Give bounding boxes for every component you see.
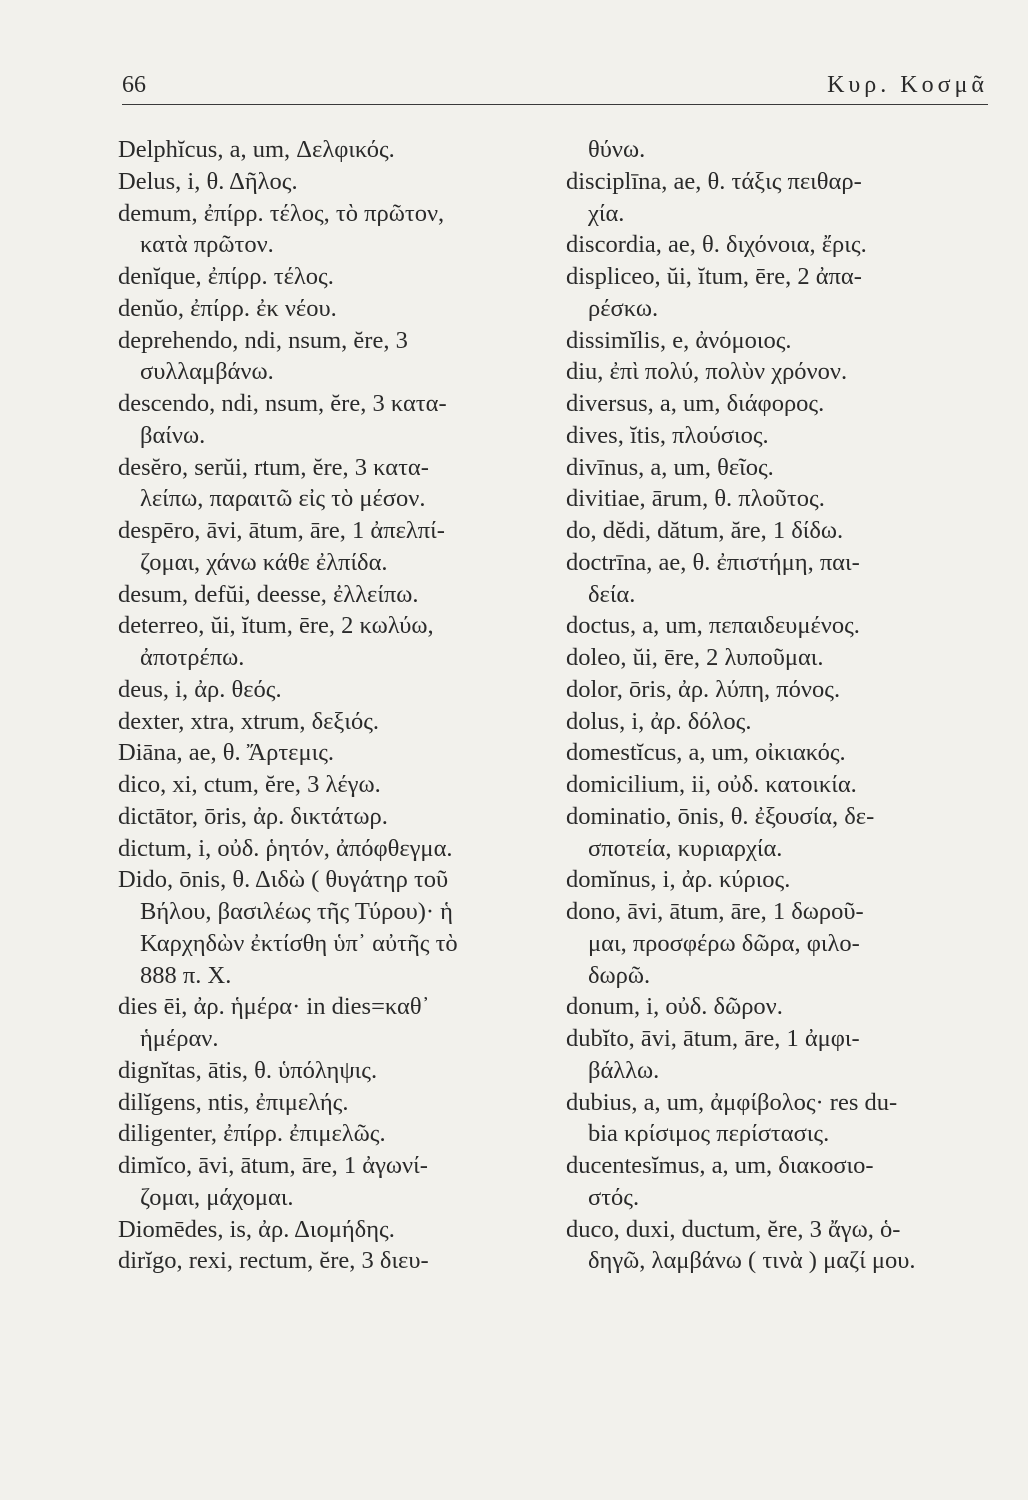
entry-continuation-line: συλλαμβάνω. <box>140 358 274 386</box>
dictionary-entry-line: desĕro, serŭi, rtum, ĕre, 3 κατα- <box>118 453 429 481</box>
dictionary-entry-line: dictātor, ōris, ἀρ. δικτάτωρ. <box>118 802 388 830</box>
entry-continuation-line: δηγῶ, λαμβάνω ( τινὰ ) μαζί μου. <box>588 1247 916 1275</box>
entry-continuation-line: βάλλω. <box>588 1056 660 1084</box>
dictionary-entry-line: dubĭto, āvi, ātum, āre, 1 ἀμφι- <box>566 1025 860 1052</box>
dictionary-entry-line: displiceo, ŭi, ĭtum, ēre, 2 ἀπα- <box>566 263 862 290</box>
dictionary-entry-line: duco, duxi, ductum, ĕre, 3 ἄγω, ὁ- <box>566 1215 901 1243</box>
entry-continuation-line: 888 π. Χ. <box>140 961 232 989</box>
entry-continuation-line: ἡμέραν. <box>140 1025 219 1052</box>
dictionary-entry-line: domicilium, ii, οὐδ. κατοικία. <box>566 771 857 798</box>
dictionary-entry-line: denĭque, ἐπίρρ. τέλος. <box>118 263 334 290</box>
dictionary-entry-line: diu, ἐπὶ πολύ, πολὺν χρόνον. <box>566 358 848 386</box>
entry-continuation-line: μαι, προσφέρω δῶρα, φιλο- <box>588 929 860 957</box>
dictionary-entry-line: dominatio, ōnis, θ. ἐξουσία, δε- <box>566 802 875 830</box>
right-column <box>566 134 996 1277</box>
dictionary-entry-line: dirĭgo, rexi, rectum, ĕre, 3 διευ- <box>118 1247 429 1275</box>
running-head: Κυρ. Κοσμᾶ <box>827 72 988 98</box>
dictionary-entry-line: descendo, ndi, nsum, ĕre, 3 κατα- <box>118 390 447 417</box>
page-header <box>122 70 988 105</box>
entry-continuation-line: δωρῶ. <box>588 961 651 989</box>
dictionary-entry-line: donum, i, οὐδ. δῶρον. <box>566 993 783 1021</box>
entry-continuation-line: λείπω, παραιτῶ εἰς τὸ μέσον. <box>140 485 426 513</box>
entry-continuation-line: ζομαι, χάνω κάθε ἐλπίδα. <box>140 548 388 576</box>
entry-continuation-line: ἀποτρέπω. <box>140 644 245 671</box>
dictionary-entry-line: doctrīna, ae, θ. ἐπιστήμη, παι- <box>566 548 860 576</box>
dictionary-entry-line: despēro, āvi, ātum, āre, 1 ἀπελπί- <box>118 517 445 544</box>
entry-continuation-line: Καρχηδὼν ἐκτίσθη ὑπ᾽ αὐτῆς τὸ <box>140 929 458 957</box>
dictionary-entry-line: diversus, a, um, διάφορος. <box>566 390 825 417</box>
dictionary-entry-line: domĭnus, i, ἀρ. κύριος. <box>566 866 791 894</box>
page-number: 66 <box>122 72 146 98</box>
dictionary-entry-line: Diāna, ae, θ. Ἄρτεμις. <box>118 739 335 767</box>
dictionary-entry-line: Dido, ōnis, θ. Διδὼ ( θυγάτηρ τοῦ <box>118 866 449 894</box>
dictionary-entry-line: dolus, i, ἀρ. δόλος. <box>566 707 752 735</box>
entry-continuation-line: βαίνω. <box>140 421 206 449</box>
entry-continuation-line: ρέσκω. <box>588 294 659 322</box>
dictionary-entry-line: discordia, ae, θ. διχόνοια, ἔρις. <box>566 231 867 259</box>
entry-continuation-line: θύνω. <box>588 136 646 163</box>
dictionary-entry-line: disciplīna, ae, θ. τάξις πειθαρ- <box>566 167 862 195</box>
dictionary-entry-line: diligenter, ἐπίρρ. ἐπιμελῶς. <box>118 1120 386 1148</box>
entry-continuation-line: σποτεία, κυριαρχία. <box>588 834 783 862</box>
dictionary-entry-line: deus, i, ἀρ. θεός. <box>118 675 282 703</box>
dictionary-entry-line: Diomēdes, is, ἀρ. Διομήδης. <box>118 1215 395 1243</box>
dictionary-entry-line: ducentesĭmus, a, um, διακοσιο- <box>566 1152 874 1179</box>
entry-continuation-line: δεία. <box>588 580 636 608</box>
entry-continuation-line: στός. <box>588 1183 640 1211</box>
dictionary-entry-line: deprehendo, ndi, nsum, ĕre, 3 <box>118 326 408 354</box>
dictionary-entry-line: dies ēi, ἀρ. ἡμέρα· in dies=καθ᾽ <box>118 993 430 1021</box>
dictionary-entry-line: dignĭtas, ātis, θ. ὑπόληψις. <box>118 1056 378 1084</box>
dictionary-entry-line: divīnus, a, um, θεῖος. <box>566 453 774 481</box>
dictionary-entry-line: dolor, ōris, ἀρ. λύπη, πόνος. <box>566 675 841 703</box>
left-column <box>118 134 558 1277</box>
dictionary-entry-line: Delus, i, θ. Δῆλος. <box>118 167 298 195</box>
dictionary-entry-line: dono, āvi, ātum, āre, 1 δωροῦ- <box>566 898 864 925</box>
dictionary-entry-line: divitiae, ārum, θ. πλοῦτος. <box>566 485 825 513</box>
dictionary-entry-line: desum, defŭi, deesse, ἐλλείπω. <box>118 580 419 608</box>
dictionary-entry-line: dexter, xtra, xtrum, δεξιός. <box>118 707 380 735</box>
dictionary-entry-line: dimĭco, āvi, ātum, āre, 1 ἀγωνί- <box>118 1152 428 1179</box>
entry-continuation-line: ζομαι, μάχομαι. <box>140 1183 294 1211</box>
dictionary-entry-line: demum, ἐπίρρ. τέλος, τὸ πρῶτον, <box>118 199 445 227</box>
entry-continuation-line: χία. <box>588 199 625 227</box>
dictionary-entry-line: dissimĭlis, e, ἀνόμοιος. <box>566 326 792 354</box>
dictionary-entry-line: dictum, i, οὐδ. ῥητόν, ἀπόφθεγμα. <box>118 834 453 862</box>
dictionary-entry-line: domestĭcus, a, um, οἰκιακός. <box>566 739 846 767</box>
dictionary-entry-line: dives, ĭtis, πλούσιος. <box>566 421 769 449</box>
dictionary-entry-line: dubius, a, um, ἀμφίβολος· res du- <box>566 1088 898 1116</box>
dictionary-entry-line: deterreo, ŭi, ĭtum, ēre, 2 κωλύω, <box>118 612 434 640</box>
dictionary-entry-line: denŭo, ἐπίρρ. ἐκ νέου. <box>118 294 337 322</box>
entry-continuation-line: bia κρίσιμος περίστασις. <box>588 1120 830 1148</box>
entry-continuation-line: κατὰ πρῶτον. <box>140 231 274 259</box>
dictionary-entry-line: dico, xi, ctum, ĕre, 3 λέγω. <box>118 771 381 798</box>
dictionary-entry-line: doctus, a, um, πεπαιδευμένος. <box>566 612 860 640</box>
dictionary-entry-line: dilĭgens, ntis, ἐπιμελής. <box>118 1088 349 1116</box>
dictionary-entry-line: Delphĭcus, a, um, Δελφικός. <box>118 136 395 163</box>
entry-continuation-line: Βήλου, βασιλέως τῆς Τύρου)· ἡ <box>140 898 453 925</box>
dictionary-entry-line: do, dĕdi, dătum, ăre, 1 δίδω. <box>566 517 844 544</box>
dictionary-entry-line: doleo, ŭi, ēre, 2 λυποῦμαι. <box>566 644 824 671</box>
